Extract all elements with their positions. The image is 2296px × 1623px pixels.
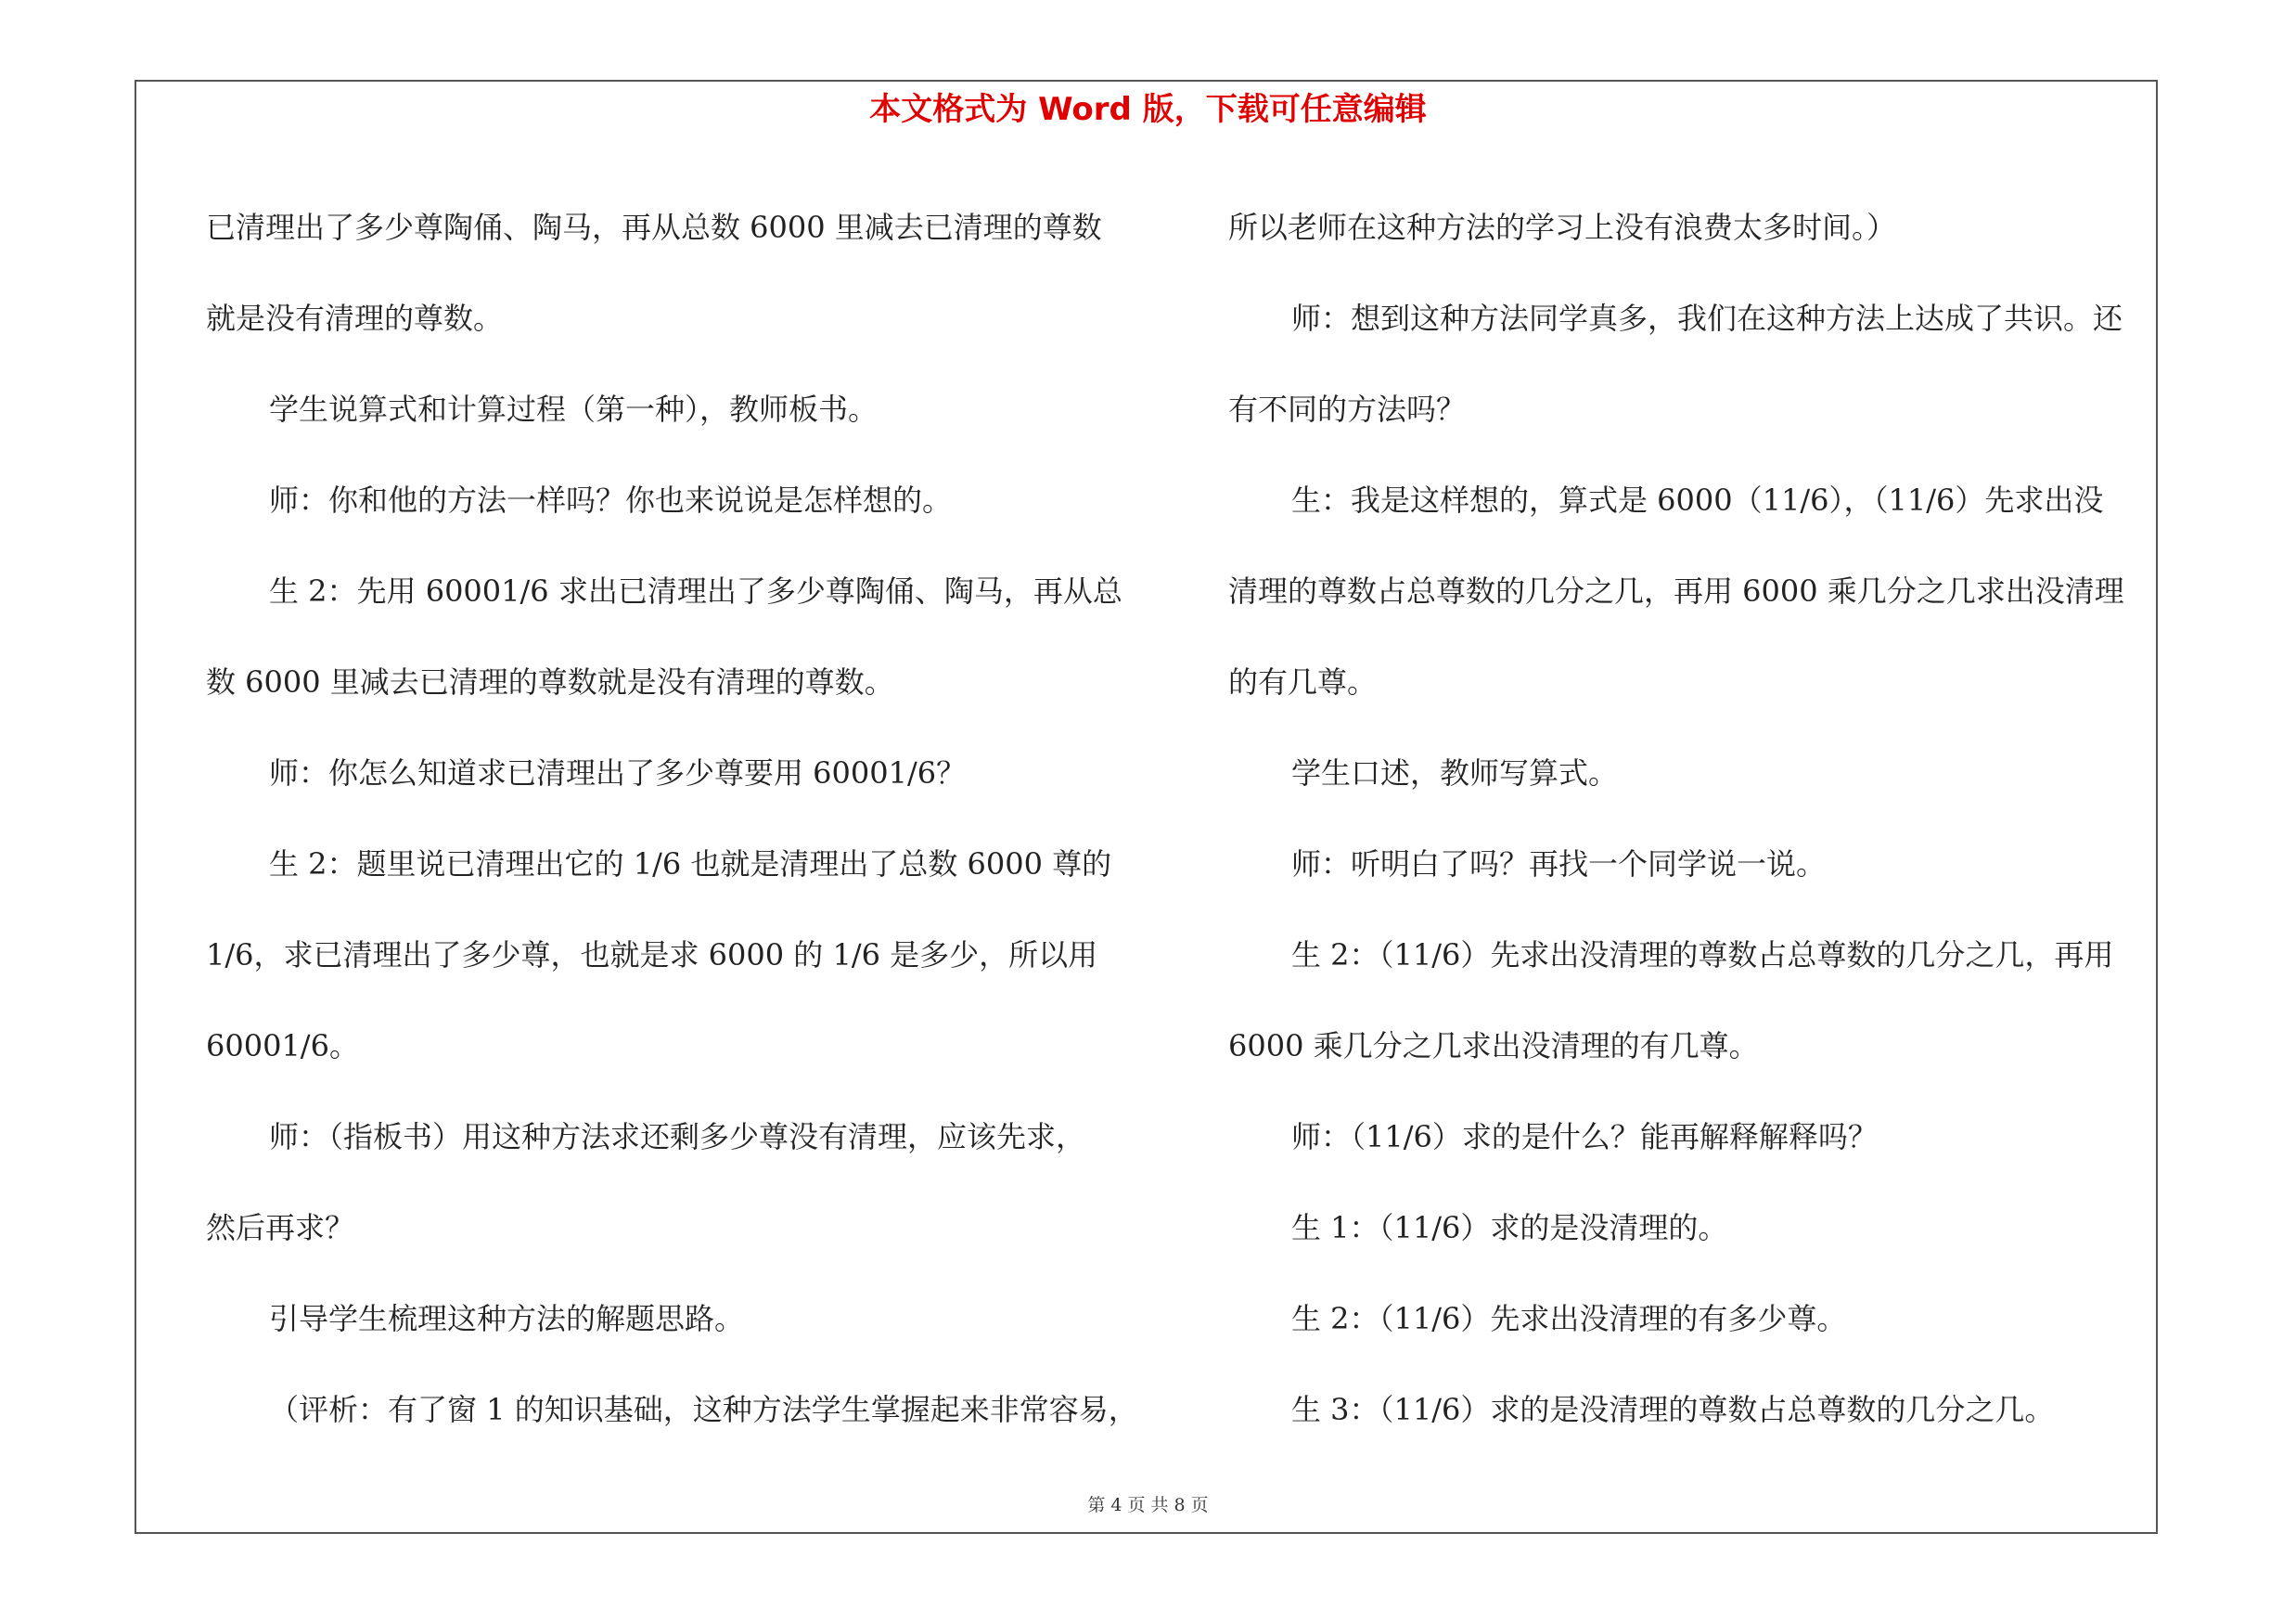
paragraph-line: 师：你怎么知道求已清理出了多少尊要用 60001/6？ bbox=[269, 755, 967, 791]
paragraph-line: 6000 乘几分之几求出没清理的有几尊。 bbox=[1228, 1028, 1759, 1063]
paragraph-line: 学生口述，教师写算式。 bbox=[1291, 755, 1619, 791]
paragraph-line: 引导学生梳理这种方法的解题思路。 bbox=[269, 1301, 745, 1336]
format-banner: 本文格式为 Word 版，下载可任意编辑 bbox=[869, 91, 1427, 128]
paragraph-line: 60001/6。 bbox=[206, 1028, 359, 1063]
paragraph-line: 有不同的方法吗？ bbox=[1228, 392, 1467, 427]
paragraph-line: 师：（11/6）求的是什么？能再解释解释吗？ bbox=[1291, 1119, 1878, 1154]
paragraph-line: 已清理出了多少尊陶俑、陶马，再从总数 6000 里减去已清理的尊数 bbox=[206, 210, 1102, 245]
paragraph-line: 清理的尊数占总尊数的几分之几，再用 6000 乘几分之几求出没清理 bbox=[1228, 573, 2124, 609]
paragraph-line: 1/6，求已清理出了多少尊，也就是求 6000 的 1/6 是多少，所以用 bbox=[206, 937, 1098, 973]
paragraph-line: 生 2：（11/6）先求出没清理的有多少尊。 bbox=[1291, 1301, 1847, 1336]
paragraph-line: 数 6000 里减去已清理的尊数就是没有清理的尊数。 bbox=[206, 664, 894, 700]
paragraph-line: 师：听明白了吗？再找一个同学说一说。 bbox=[1291, 846, 1827, 882]
right-text-column bbox=[1228, 182, 2156, 1455]
page-number-footer: 第 4 页 共 8 页 bbox=[1087, 1495, 1209, 1515]
paragraph-line: 生 2：题里说已清理出它的 1/6 也就是清理出了总数 6000 尊的 bbox=[269, 846, 1112, 882]
paragraph-line: 所以老师在这种方法的学习上没有浪费太多时间。） bbox=[1228, 210, 1897, 245]
paragraph-line: 师：（指板书）用这种方法求还剩多少尊没有清理，应该先求， bbox=[269, 1119, 1086, 1154]
paragraph-line: 生 3：（11/6）求的是没清理的尊数占总尊数的几分之几。 bbox=[1291, 1392, 2055, 1427]
paragraph-line: 就是没有清理的尊数。 bbox=[206, 301, 504, 336]
paragraph-line: 生 1：（11/6）求的是没清理的。 bbox=[1291, 1210, 1728, 1245]
paragraph-line: 师：想到这种方法同学真多，我们在这种方法上达成了共识。还 bbox=[1291, 301, 2123, 336]
paragraph-line: 生：我是这样想的，算式是 6000（11/6），（11/6）先求出没 bbox=[1291, 483, 2104, 518]
paragraph-line: 然后再求？ bbox=[206, 1210, 355, 1245]
paragraph-line: 师：你和他的方法一样吗？你也来说说是怎样想的。 bbox=[269, 483, 953, 518]
paragraph-line: 学生说算式和计算过程（第一种），教师板书。 bbox=[269, 392, 879, 427]
paragraph-line: 的有几尊。 bbox=[1228, 664, 1378, 700]
left-text-column bbox=[206, 182, 1161, 1455]
paragraph-line: 生 2：（11/6）先求出没清理的尊数占总尊数的几分之几，再用 bbox=[1291, 937, 2114, 973]
paragraph-line: （评析：有了窗 1 的知识基础，这种方法学生掌握起来非常容易， bbox=[269, 1392, 1138, 1427]
paragraph-line: 生 2：先用 60001/6 求出已清理出了多少尊陶俑、陶马，再从总 bbox=[269, 573, 1122, 609]
